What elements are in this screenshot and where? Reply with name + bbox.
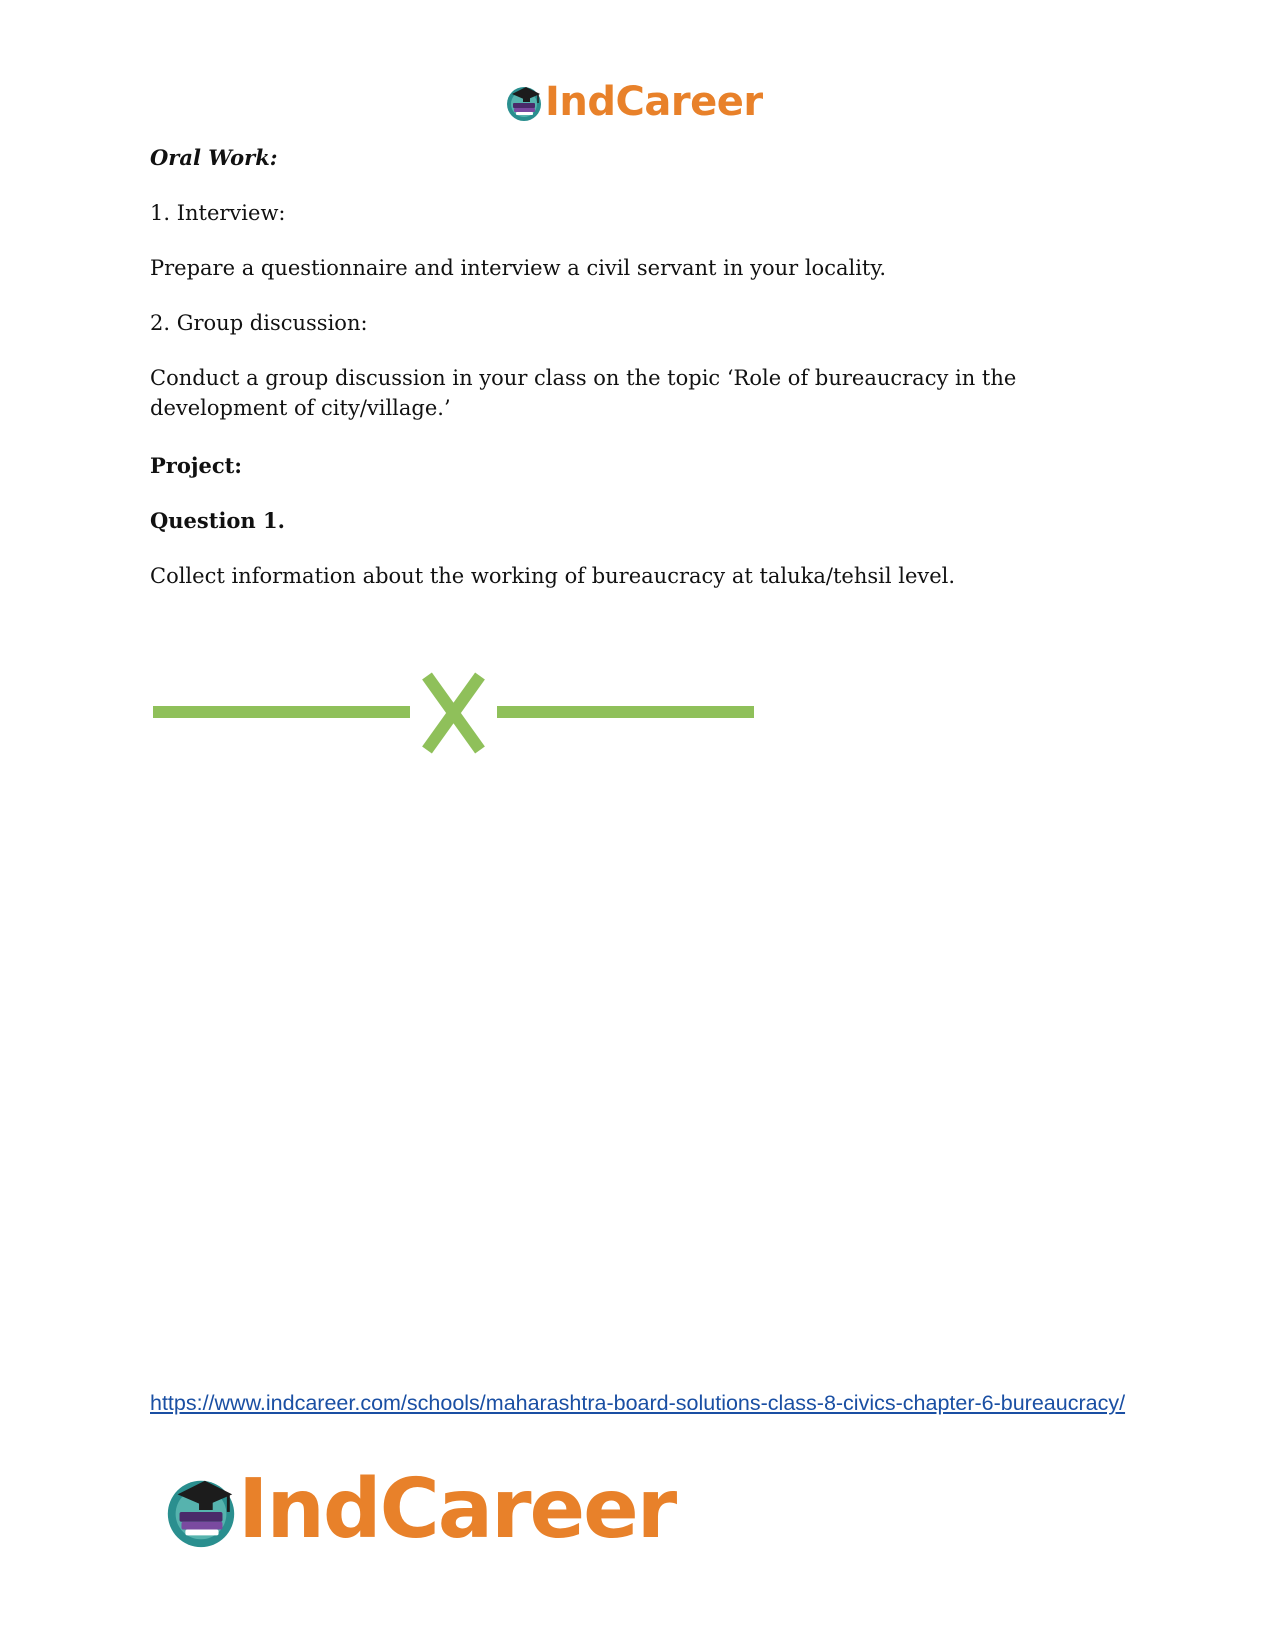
interview-label: 1. Interview:	[150, 201, 286, 225]
divider-line-right	[497, 706, 754, 718]
header-logo	[503, 78, 763, 126]
question-heading: Question 1.	[150, 508, 285, 533]
brand-name: IndCareer	[545, 79, 763, 125]
graduation-globe-icon	[503, 81, 545, 123]
x-mark-icon	[427, 676, 480, 750]
project-heading: Project:	[150, 453, 243, 478]
brand-name: IndCareer	[238, 1462, 676, 1557]
divider-line-left	[153, 706, 410, 718]
oral-work-heading: Oral Work:	[150, 145, 278, 170]
graduation-globe-icon	[160, 1469, 242, 1551]
question-text: Collect information about the working of bureaucracy at taluka/tehsil level.	[150, 564, 956, 588]
interview-text: Prepare a questionnaire and interview a civil servant in your locality.	[150, 256, 887, 280]
footer-logo	[160, 1462, 676, 1557]
section-divider	[150, 672, 758, 754]
group-discussion-text: Conduct a group discussion in your class on the topic ‘Role of bureaucracy in the development of city/village.’	[150, 366, 1017, 420]
group-discussion-label: 2. Group discussion:	[150, 311, 368, 335]
source-url-link[interactable]: https://www.indcareer.com/schools/maharashtra-board-solutions-class-8-civics-chapter-6-bureaucracy/	[150, 1391, 1126, 1415]
